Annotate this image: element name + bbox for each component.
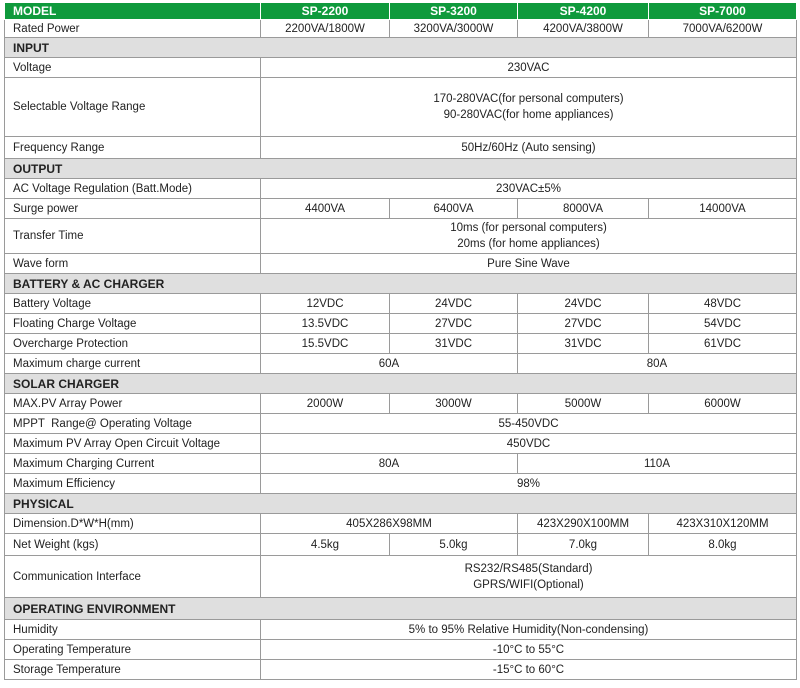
model-sp-7000: SP-7000 [649, 3, 797, 20]
transfer-time-line2: 20ms (for home appliances) [457, 238, 600, 250]
rated-power-label: Rated Power [5, 20, 261, 38]
frequency-value: 50Hz/60Hz (Auto sensing) [261, 137, 797, 159]
selectable-voltage-line1: 170-280VAC(for personal computers) [433, 93, 624, 105]
selectable-voltage-label: Selectable Voltage Range [5, 78, 261, 137]
surge-power-value: 14000VA [649, 199, 797, 219]
frequency-row [5, 137, 797, 159]
surge-power-value: 8000VA [518, 199, 649, 219]
section-title: SOLAR CHARGER [5, 374, 797, 394]
net-weight-row [5, 534, 797, 556]
charging-current-row [5, 454, 797, 474]
section-input [5, 38, 797, 58]
transfer-time-value [261, 219, 797, 254]
rated-power-value: 3200VA/3000W [390, 20, 518, 38]
storage-temp-value: -15°C to 60°C [261, 660, 797, 680]
model-sp-3200: SP-3200 [390, 3, 518, 20]
model-label: MODEL [5, 3, 261, 20]
floating-charge-value: 27VDC [518, 314, 649, 334]
spec-table [4, 2, 797, 680]
overcharge-label: Overcharge Protection [5, 334, 261, 354]
ac-regulation-value: 230VAC±5% [261, 179, 797, 199]
communication-line1: RS232/RS485(Standard) [464, 562, 593, 575]
charging-current-value: 110A [518, 454, 797, 474]
communication-line2: GPRS/WIFI(Optional) [473, 578, 584, 591]
max-charge-current-label: Maximum charge current [5, 354, 261, 374]
dimension-label: Dimension.D*W*H(mm) [5, 514, 261, 534]
section-title: OUTPUT [5, 159, 797, 179]
surge-power-value: 4400VA [261, 199, 390, 219]
open-circuit-label: Maximum PV Array Open Circuit Voltage [5, 434, 261, 454]
section-output [5, 159, 797, 179]
mppt-value: 55-450VDC [261, 414, 797, 434]
section-title: BATTERY & AC CHARGER [5, 274, 797, 294]
overcharge-value: 31VDC [518, 334, 649, 354]
selectable-voltage-value [261, 78, 797, 137]
net-weight-label: Net Weight (kgs) [5, 534, 261, 556]
operating-temp-label: Operating Temperature [5, 640, 261, 660]
wave-form-label: Wave form [5, 254, 261, 274]
model-sp-2200: SP-2200 [261, 3, 390, 20]
floating-charge-row [5, 314, 797, 334]
efficiency-value: 98% [261, 474, 797, 494]
voltage-label: Voltage [5, 58, 261, 78]
charging-current-value: 80A [261, 454, 518, 474]
pv-power-value: 6000W [649, 394, 797, 414]
voltage-value: 230VAC [261, 58, 797, 78]
section-physical [5, 494, 797, 514]
overcharge-row [5, 334, 797, 354]
transfer-time-line1: 10ms (for personal computers) [450, 222, 607, 234]
section-title: INPUT [5, 38, 797, 58]
frequency-label: Frequency Range [5, 137, 261, 159]
net-weight-value: 5.0kg [390, 534, 518, 556]
open-circuit-row [5, 434, 797, 454]
humidity-row [5, 620, 797, 640]
dimension-value: 423X290X100MM [518, 514, 649, 534]
selectable-voltage-row [5, 78, 797, 137]
rated-power-row [5, 20, 797, 38]
wave-form-row [5, 254, 797, 274]
operating-temp-row [5, 640, 797, 660]
section-title: PHYSICAL [5, 494, 797, 514]
dimension-row [5, 514, 797, 534]
pv-power-value: 3000W [390, 394, 518, 414]
floating-charge-value: 13.5VDC [261, 314, 390, 334]
open-circuit-value: 450VDC [261, 434, 797, 454]
surge-power-value: 6400VA [390, 199, 518, 219]
transfer-time-label: Transfer Time [5, 219, 261, 254]
pv-power-label: MAX.PV Array Power [5, 394, 261, 414]
model-sp-4200: SP-4200 [518, 3, 649, 20]
dimension-value: 405X286X98MM [261, 514, 518, 534]
efficiency-row [5, 474, 797, 494]
efficiency-label: Maximum Efficiency [5, 474, 261, 494]
ac-regulation-label: AC Voltage Regulation (Batt.Mode) [5, 179, 261, 199]
storage-temp-row [5, 660, 797, 680]
battery-voltage-value: 12VDC [261, 294, 390, 314]
net-weight-value: 4.5kg [261, 534, 390, 556]
battery-voltage-value: 24VDC [390, 294, 518, 314]
surge-power-row [5, 199, 797, 219]
section-environment [5, 598, 797, 620]
communication-value [261, 556, 797, 598]
operating-temp-value: -10°C to 55°C [261, 640, 797, 660]
max-charge-current-value: 80A [518, 354, 797, 374]
charging-current-label: Maximum Charging Current [5, 454, 261, 474]
overcharge-value: 15.5VDC [261, 334, 390, 354]
section-title: OPERATING ENVIRONMENT [5, 598, 797, 620]
battery-voltage-value: 24VDC [518, 294, 649, 314]
battery-voltage-row [5, 294, 797, 314]
pv-power-value: 5000W [518, 394, 649, 414]
battery-voltage-value: 48VDC [649, 294, 797, 314]
rated-power-value: 7000VA/6200W [649, 20, 797, 38]
rated-power-value: 4200VA/3800W [518, 20, 649, 38]
floating-charge-value: 54VDC [649, 314, 797, 334]
wave-form-value: Pure Sine Wave [261, 254, 797, 274]
overcharge-value: 31VDC [390, 334, 518, 354]
floating-charge-value: 27VDC [390, 314, 518, 334]
mppt-row [5, 414, 797, 434]
humidity-label: Humidity [5, 620, 261, 640]
section-battery [5, 274, 797, 294]
battery-voltage-label: Battery Voltage [5, 294, 261, 314]
floating-charge-label: Floating Charge Voltage [5, 314, 261, 334]
surge-power-label: Surge power [5, 199, 261, 219]
max-charge-current-value: 60A [261, 354, 518, 374]
ac-regulation-row [5, 179, 797, 199]
storage-temp-label: Storage Temperature [5, 660, 261, 680]
overcharge-value: 61VDC [649, 334, 797, 354]
communication-row [5, 556, 797, 598]
pv-power-row [5, 394, 797, 414]
dimension-value: 423X310X120MM [649, 514, 797, 534]
net-weight-value: 8.0kg [649, 534, 797, 556]
max-charge-current-row [5, 354, 797, 374]
selectable-voltage-line2: 90-280VAC(for home appliances) [443, 109, 614, 121]
pv-power-value: 2000W [261, 394, 390, 414]
humidity-value: 5% to 95% Relative Humidity(Non-condensing) [261, 620, 797, 640]
model-header-row [5, 3, 797, 20]
transfer-time-row [5, 219, 797, 254]
net-weight-value: 7.0kg [518, 534, 649, 556]
voltage-row [5, 58, 797, 78]
rated-power-value: 2200VA/1800W [261, 20, 390, 38]
communication-label: Communication Interface [5, 556, 261, 598]
mppt-label: MPPT Range@ Operating Voltage [5, 414, 261, 434]
section-solar [5, 374, 797, 394]
